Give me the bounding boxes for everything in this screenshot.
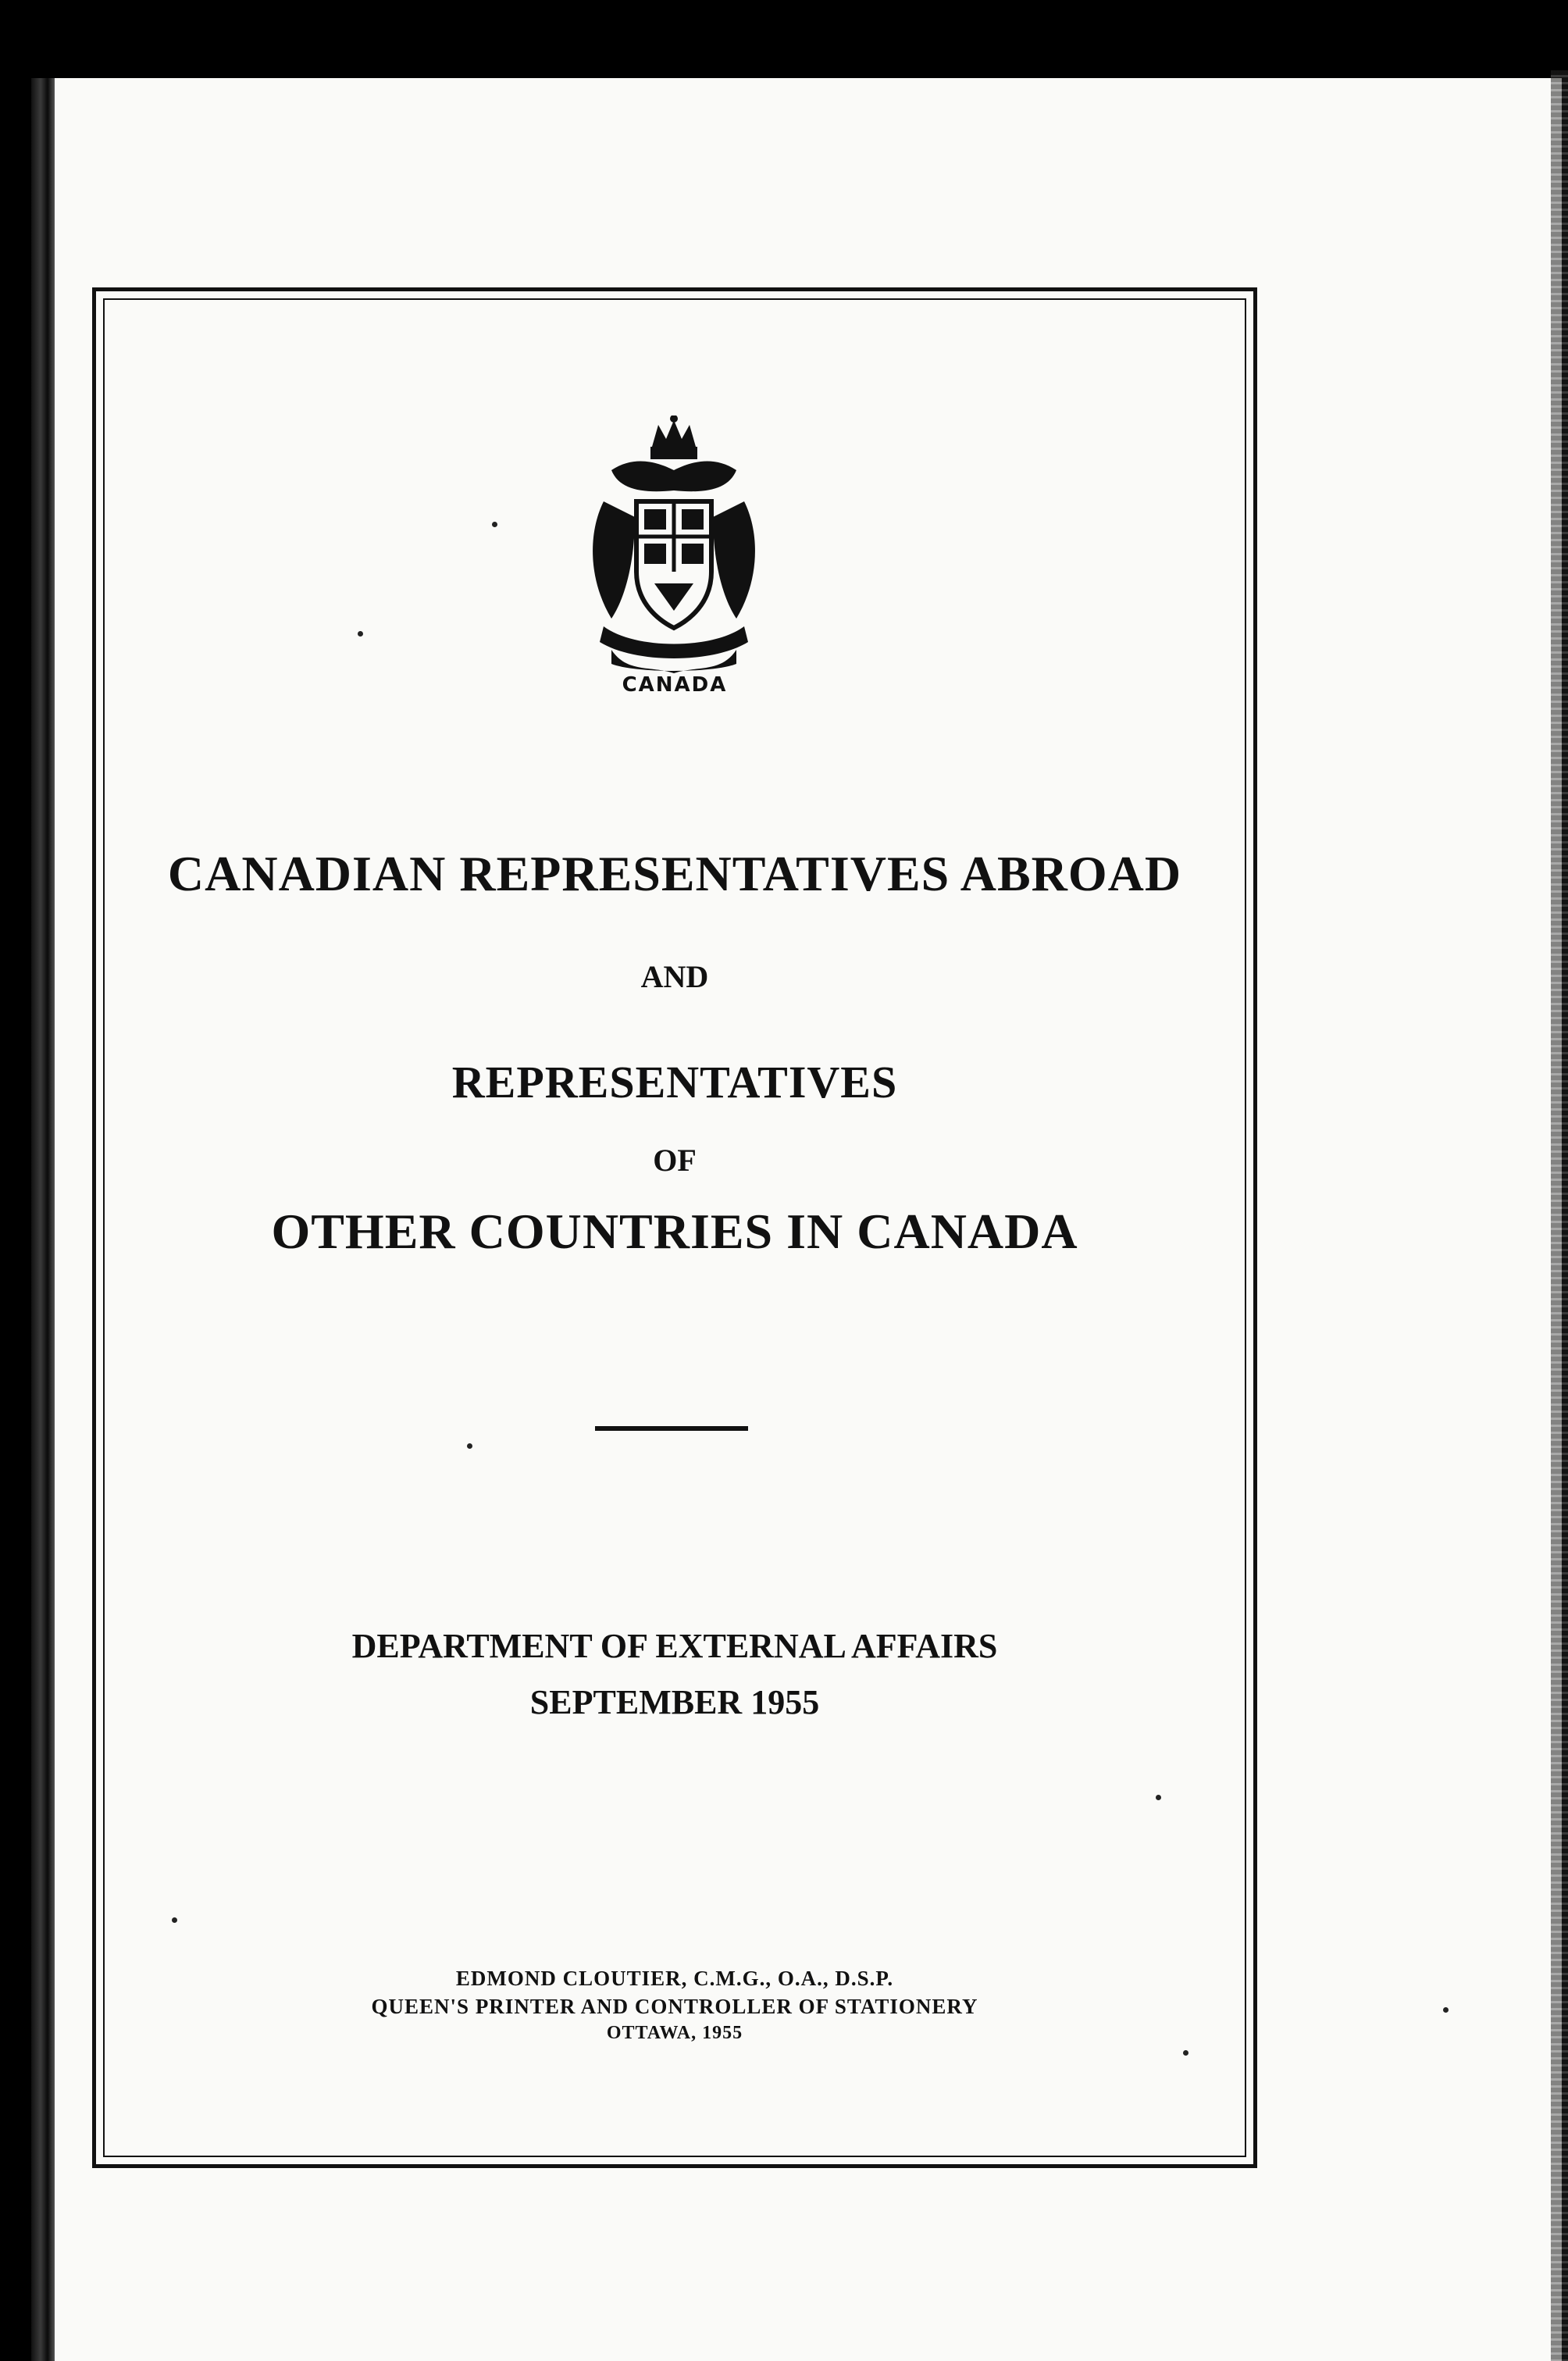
title-line-3: OTHER COUNTRIES IN CANADA <box>271 1204 1078 1259</box>
title-preposition: OF <box>653 1143 697 1178</box>
title-line-1: CANADIAN REPRESENTATIVES ABROAD <box>167 846 1182 901</box>
title-conjunction: AND <box>640 959 709 994</box>
imprint-place-year: OTTAWA, 1955 <box>606 2023 743 2043</box>
title-page <box>103 298 1246 2157</box>
imprint-office: QUEEN'S PRINTER AND CONTROLLER OF STATIONERY <box>371 1995 978 2018</box>
scan-speck <box>492 522 497 527</box>
book-spine <box>31 78 55 2361</box>
scan-speck <box>1443 2007 1449 2013</box>
divider-rule <box>595 1426 748 1431</box>
imprint-printer: EDMOND CLOUTIER, C.M.G., O.A., D.S.P. <box>455 1967 894 1990</box>
title-line-2: REPRESENTATIVES <box>451 1057 898 1107</box>
scan-speck <box>172 1917 177 1923</box>
coat-of-arms-icon <box>580 415 768 673</box>
publication-date: SEPTEMBER 1955 <box>529 1683 820 1721</box>
department-name: DEPARTMENT OF EXTERNAL AFFAIRS <box>351 1627 998 1665</box>
page-edge <box>1551 70 1568 2361</box>
crest-caption: CANADA <box>622 673 728 697</box>
scan-speck <box>467 1443 472 1449</box>
scan-speck <box>1183 2050 1188 2056</box>
scan-speck <box>1156 1795 1161 1800</box>
scan-speck <box>358 631 363 637</box>
